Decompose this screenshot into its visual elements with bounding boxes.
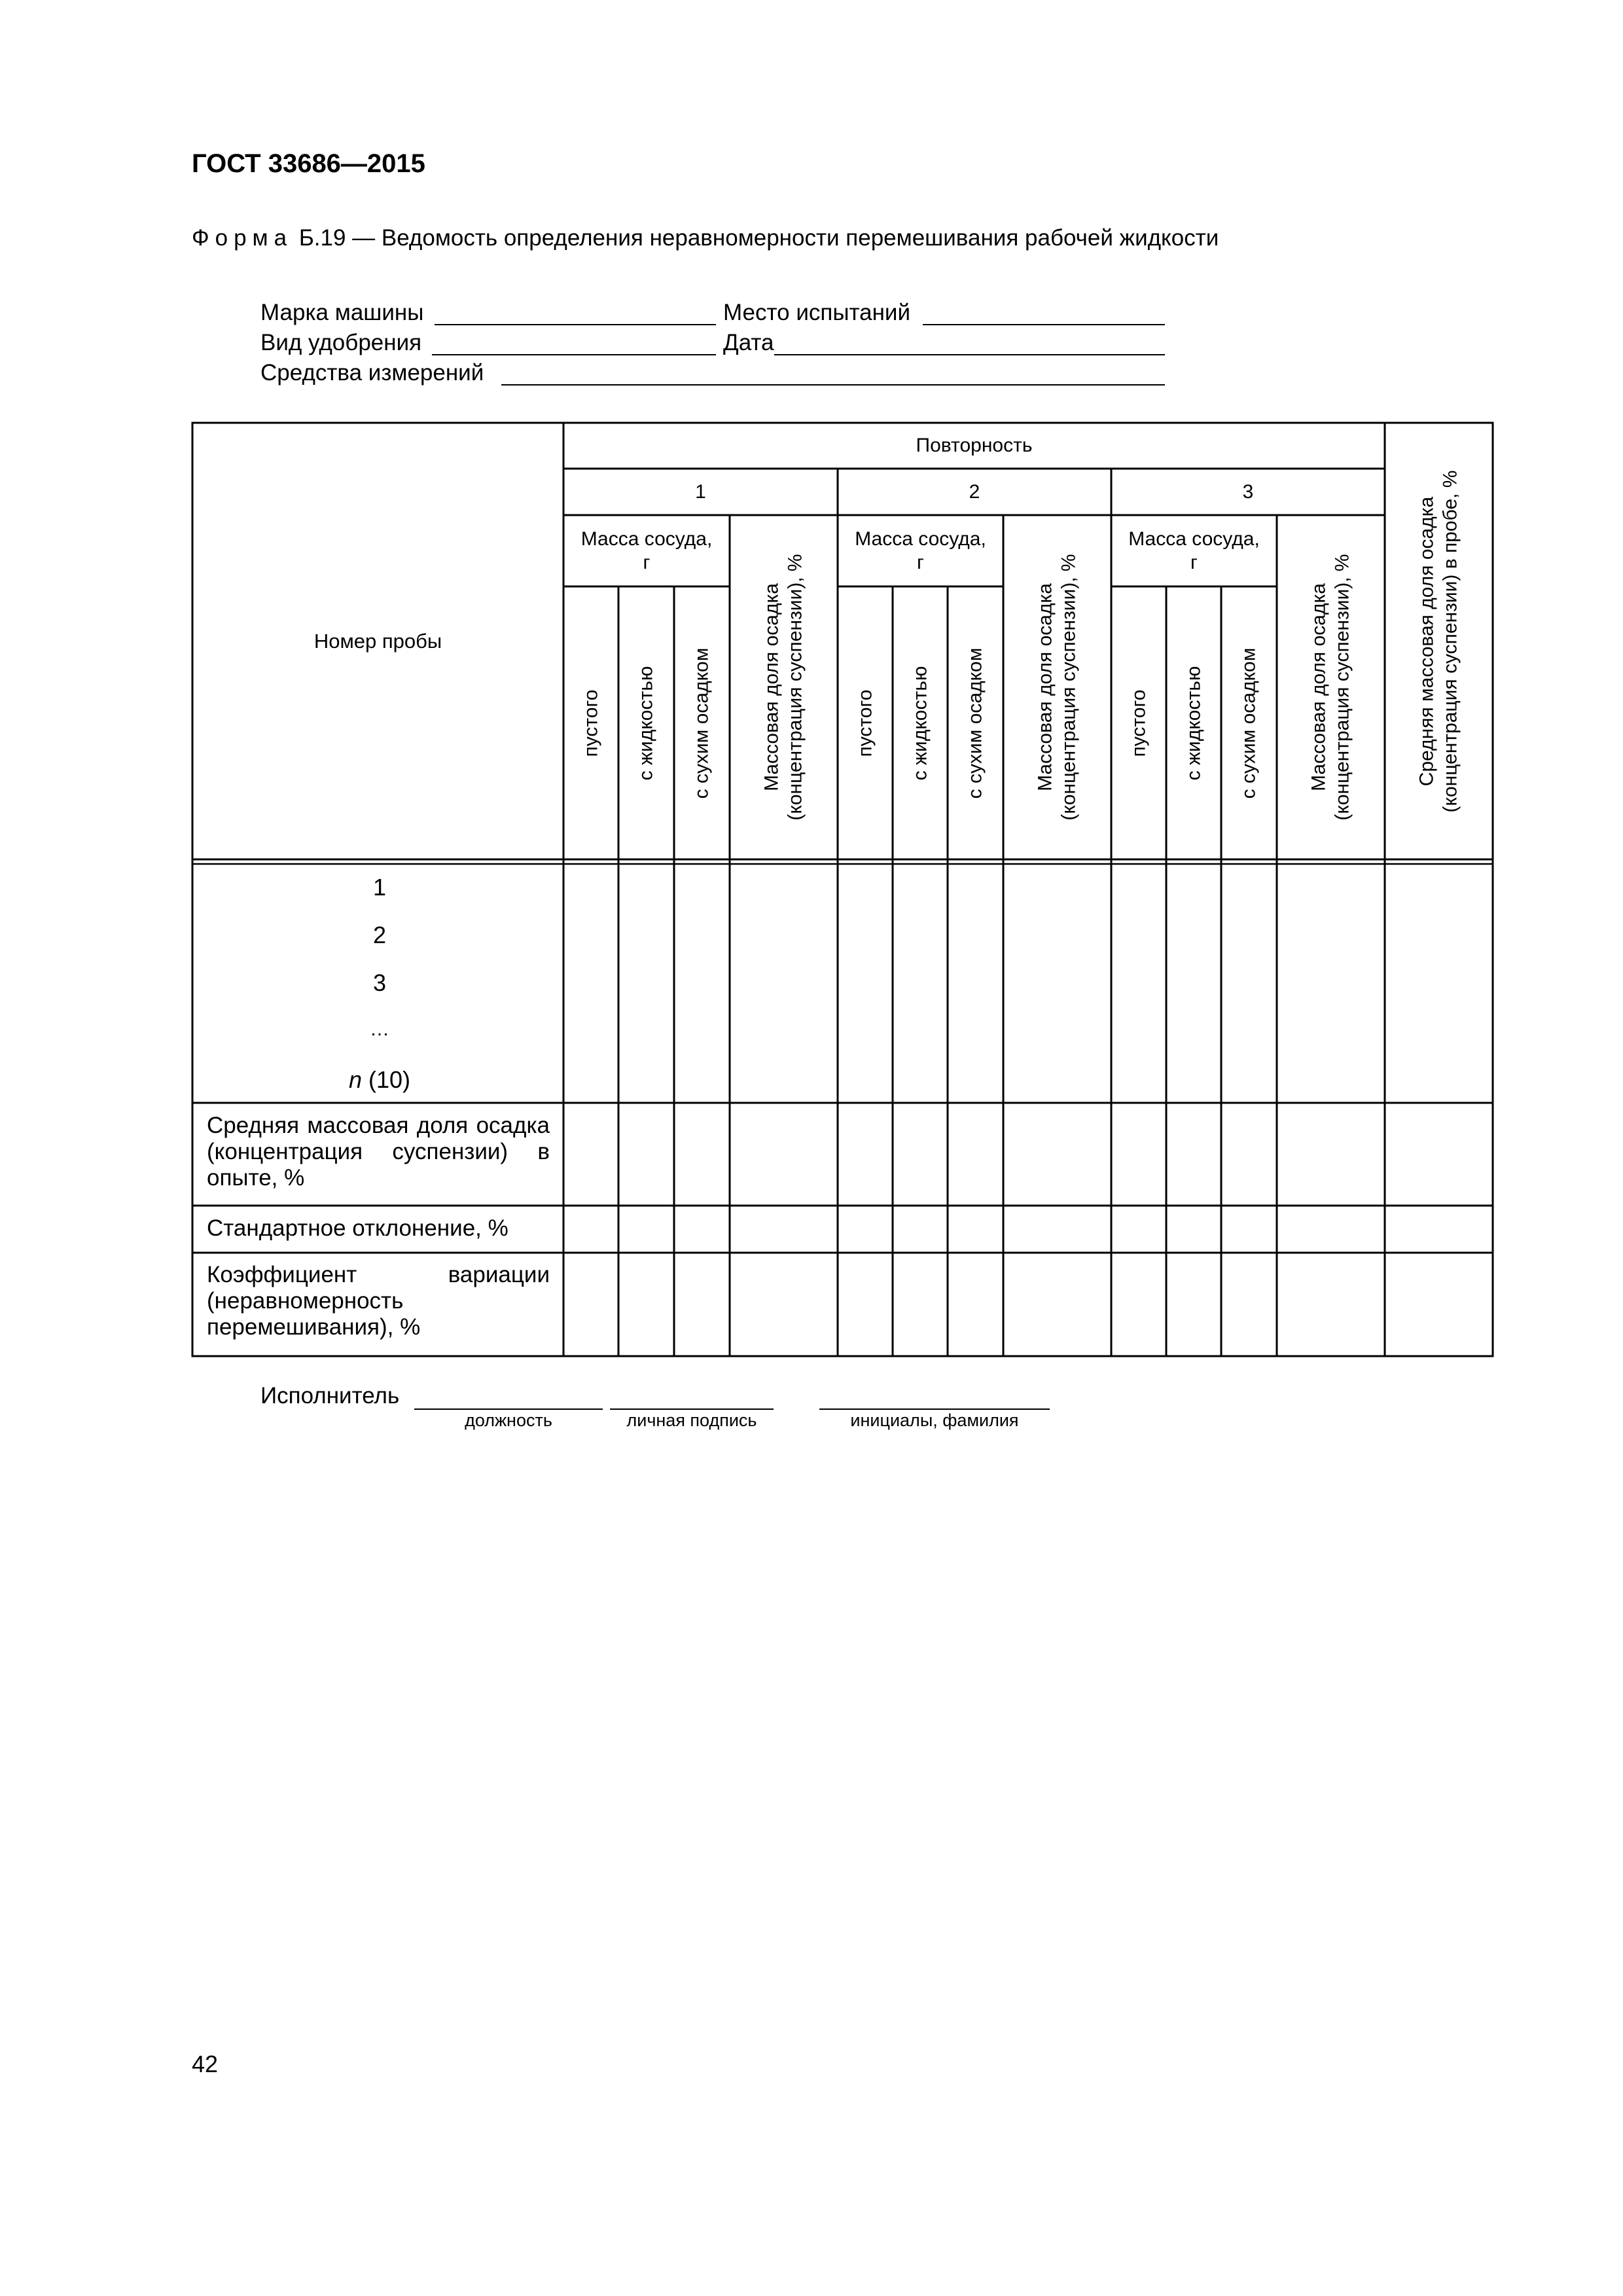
position-line[interactable] — [414, 1382, 603, 1410]
liquid-header-text: с жидкостью — [1183, 666, 1204, 780]
avg-in-sample-line-1: Средняя массовая доля осадка — [1416, 496, 1438, 786]
sample-row-ellipsis: … — [370, 1018, 389, 1040]
empty-header-text: пустого — [854, 689, 876, 757]
machine-brand-label: Марка машины — [260, 300, 424, 325]
empty-header-1 — [563, 586, 618, 859]
mass-fraction-header-2 — [1003, 515, 1111, 859]
mass-fraction-header-3 — [1277, 515, 1385, 859]
mass-fraction-line-2: (концентрация суспензии), % — [784, 554, 806, 821]
dry-sediment-header-text: с сухим осадком — [1238, 647, 1260, 798]
empty-header-text: пустого — [1128, 689, 1149, 757]
dry-sediment-header-3 — [1221, 586, 1277, 859]
dry-sediment-header-text: с сухим осадком — [690, 647, 713, 798]
liquid-header-text: с жидкостью — [635, 666, 657, 780]
empty-header-2 — [838, 586, 893, 859]
sample-row-number: 2 — [372, 922, 387, 948]
mass-fraction-line-2: (концентрация суспензии), % — [1058, 554, 1080, 821]
sample-number-header: Номер пробы — [313, 629, 442, 653]
dry-sediment-header-1 — [674, 586, 730, 859]
document-code: ГОСТ 33686—2015 — [192, 149, 425, 178]
dry-sediment-header-text: с сухим осадком — [964, 647, 986, 798]
position-caption: должность — [465, 1410, 552, 1430]
sample-row-last-count: (10) — [362, 1066, 411, 1093]
repeat-1-header: 1 — [695, 480, 706, 503]
liquid-header-2 — [893, 586, 948, 859]
sample-row-number: 1 — [372, 874, 387, 901]
vessel-mass-header-1: Масса сосуда, г — [580, 528, 713, 573]
mass-fraction-line-1: Массовая доля осадка — [1308, 583, 1330, 791]
vessel-mass-header-2: Масса сосуда, г — [855, 528, 986, 573]
signature-line[interactable] — [610, 1382, 774, 1410]
summary-row-cv: Коэффициент вариации (неравномерность перемешивания), % — [207, 1262, 550, 1340]
repetition-header: Повторность — [916, 435, 1033, 456]
sample-row-last — [193, 1066, 566, 1094]
name-caption: инициалы, фамилия — [850, 1410, 1019, 1430]
name-line[interactable] — [819, 1382, 1050, 1410]
summary-row-mean: Средняя массовая доля осадка (концентрация суспензии) в опыте, % — [207, 1113, 550, 1191]
measuring-means-label: Средства измерений — [260, 360, 484, 386]
form-caption-prefix: Форма — [192, 225, 293, 251]
date-label: Дата — [723, 330, 774, 355]
page-number: 42 — [192, 2051, 219, 2077]
fertilizer-type-label: Вид удобрения — [260, 330, 422, 355]
summary-row-stddev: Стандартное отклонение, % — [207, 1215, 508, 1241]
mass-fraction-line-2: (концентрация суспензии), % — [1331, 554, 1353, 821]
repeat-2-header: 2 — [969, 480, 980, 503]
test-place-label: Место испытаний — [723, 300, 911, 325]
empty-header-3 — [1111, 586, 1166, 859]
liquid-header-1 — [618, 586, 674, 859]
repeat-3-header: 3 — [1242, 480, 1254, 503]
liquid-header-3 — [1166, 586, 1221, 859]
vessel-mass-header-3: Масса сосуда, г — [1128, 528, 1260, 573]
mass-fraction-header-1 — [730, 515, 838, 859]
avg-in-sample-line-2: (концентрация суспензии) в пробе, % — [1439, 470, 1461, 812]
sample-row-last-n: n — [348, 1066, 362, 1093]
empty-header-text: пустого — [580, 689, 601, 757]
form-caption-text: Б.19 — Ведомость определения неравномерности перемешивания рабочей жидкости — [298, 225, 1219, 251]
dry-sediment-header-2 — [948, 586, 1003, 859]
executor-label: Исполнитель — [260, 1383, 400, 1408]
liquid-header-text: с жидкостью — [909, 666, 931, 780]
mass-fraction-line-1: Массовая доля осадка — [1034, 583, 1056, 791]
avg-in-sample-header — [1385, 423, 1493, 859]
signature-caption: личная подпись — [626, 1410, 757, 1430]
sample-row-number: 3 — [372, 969, 387, 996]
mass-fraction-line-1: Массовая доля осадка — [760, 583, 783, 791]
